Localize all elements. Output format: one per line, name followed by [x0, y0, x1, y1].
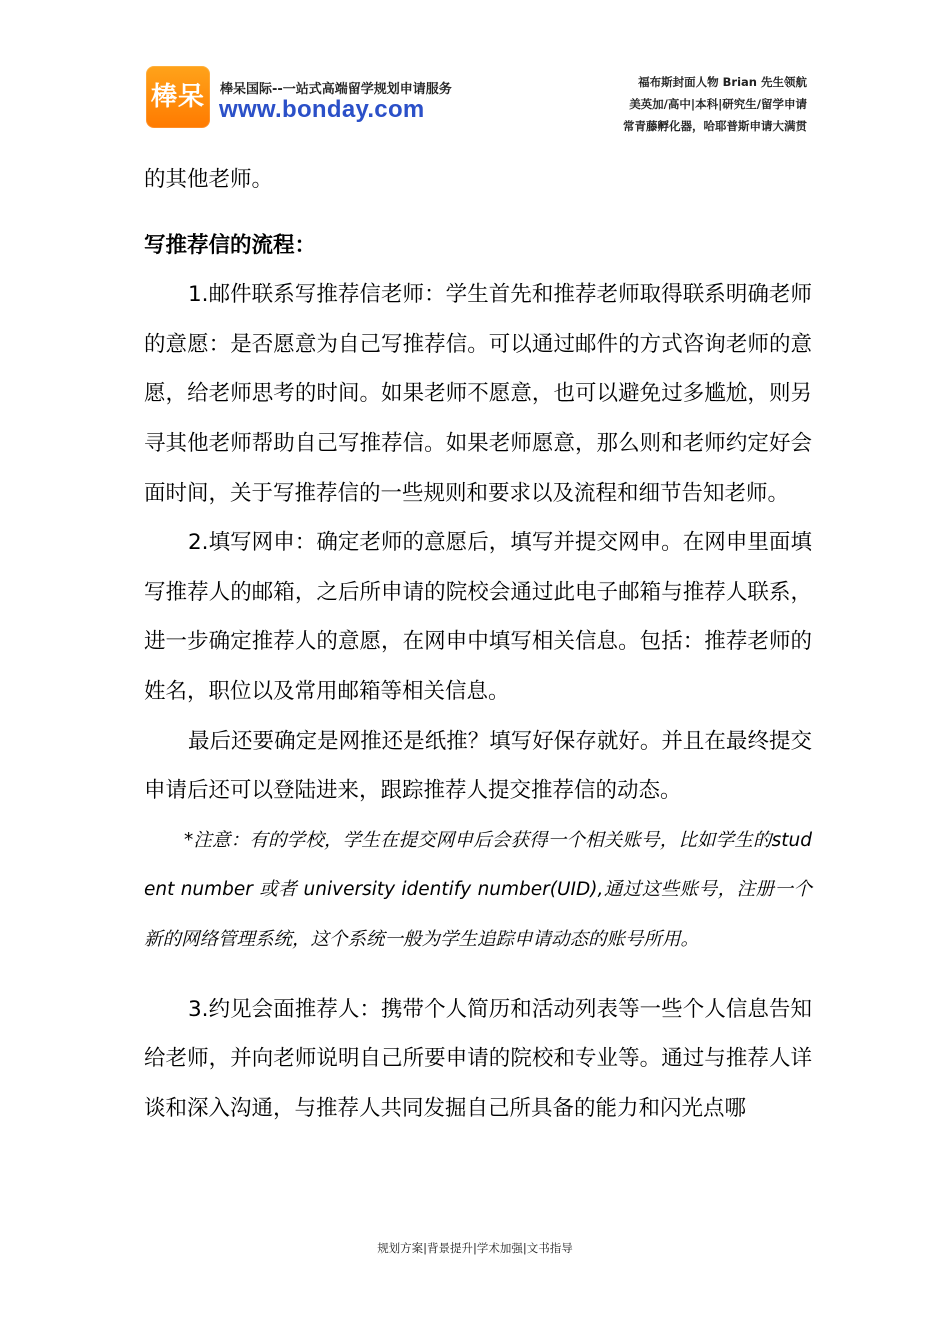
paragraph-final-check: 最后还要确定是网推还是纸推？填写好保存就好。并且在最终提交申请后还可以登陆进来，跟踪推荐人提交推荐信的动态。 [144, 728, 812, 804]
paragraph-step-1: 1.邮件联系写推荐信老师：学生首先和推荐老师取得联系明确老师的意愿：是否愿意为自己写推荐信。可以通过邮件的方式咨询老师的意愿，给老师思考的时间。如果老师不愿意，也可以避免过多尴尬，则另寻其他老师帮助自己写推荐信。如果老师愿意，那么则和老师约定好会面时间，关于写推荐信的一些规则和要求以及流程和细节告知老师。 [144, 282, 812, 506]
lead-line: 的其他老师。 [144, 167, 274, 192]
page-footer: 规划方案|背景提升|学术加强|文书指导 [377, 1241, 573, 1255]
header-slogan-line: 常青藤孵化器，哈耶普斯申请大满贯 [623, 119, 807, 133]
page-header [0, 0, 950, 140]
paragraph-step-2: 2.填写网申：确定老师的意愿后，填写并提交网申。在网申里面填写推荐人的邮箱，之后所申请的院校会通过此电子邮箱与推荐人联系，进一步确定推荐人的意愿，在网申中填写相关信息。包括：推荐老师的姓名，职位以及常用邮箱等相关信息。 [144, 530, 812, 704]
document-body [144, 155, 812, 1133]
paragraph-step-3: 3.约见会面推荐人：携带个人简历和活动列表等一些个人信息告知给老师，并向老师说明自己所要申请的院校和专业等。通过与推荐人详谈和深入沟通，与推荐人共同发掘自己所具备的能力和闪光点哪 [144, 996, 812, 1121]
header-slogan-line: 美英加/高中|本科|研究生/留学申请 [629, 97, 807, 111]
brand-url: www.bonday.com [219, 96, 425, 123]
header-slogans [623, 71, 807, 137]
section-heading: 写推荐信的流程： [144, 232, 317, 258]
header-slogan-line: 福布斯封面人物 Brian 先生领航 [638, 75, 807, 89]
note-paragraph: *注意：有的学校，学生在提交网申后会获得一个相关账号，比如学生的student number 或者 university identify number(UID),通过这些账号，注册一个新的网络管理系统，这个系统一般为学生追踪申请动态的账号所用。 [144, 829, 812, 950]
bonday-logo [146, 66, 210, 128]
logo-text: 棒呆 [150, 82, 205, 112]
brand-tagline: 棒呆国际--一站式高端留学规划申请服务 [220, 82, 452, 97]
